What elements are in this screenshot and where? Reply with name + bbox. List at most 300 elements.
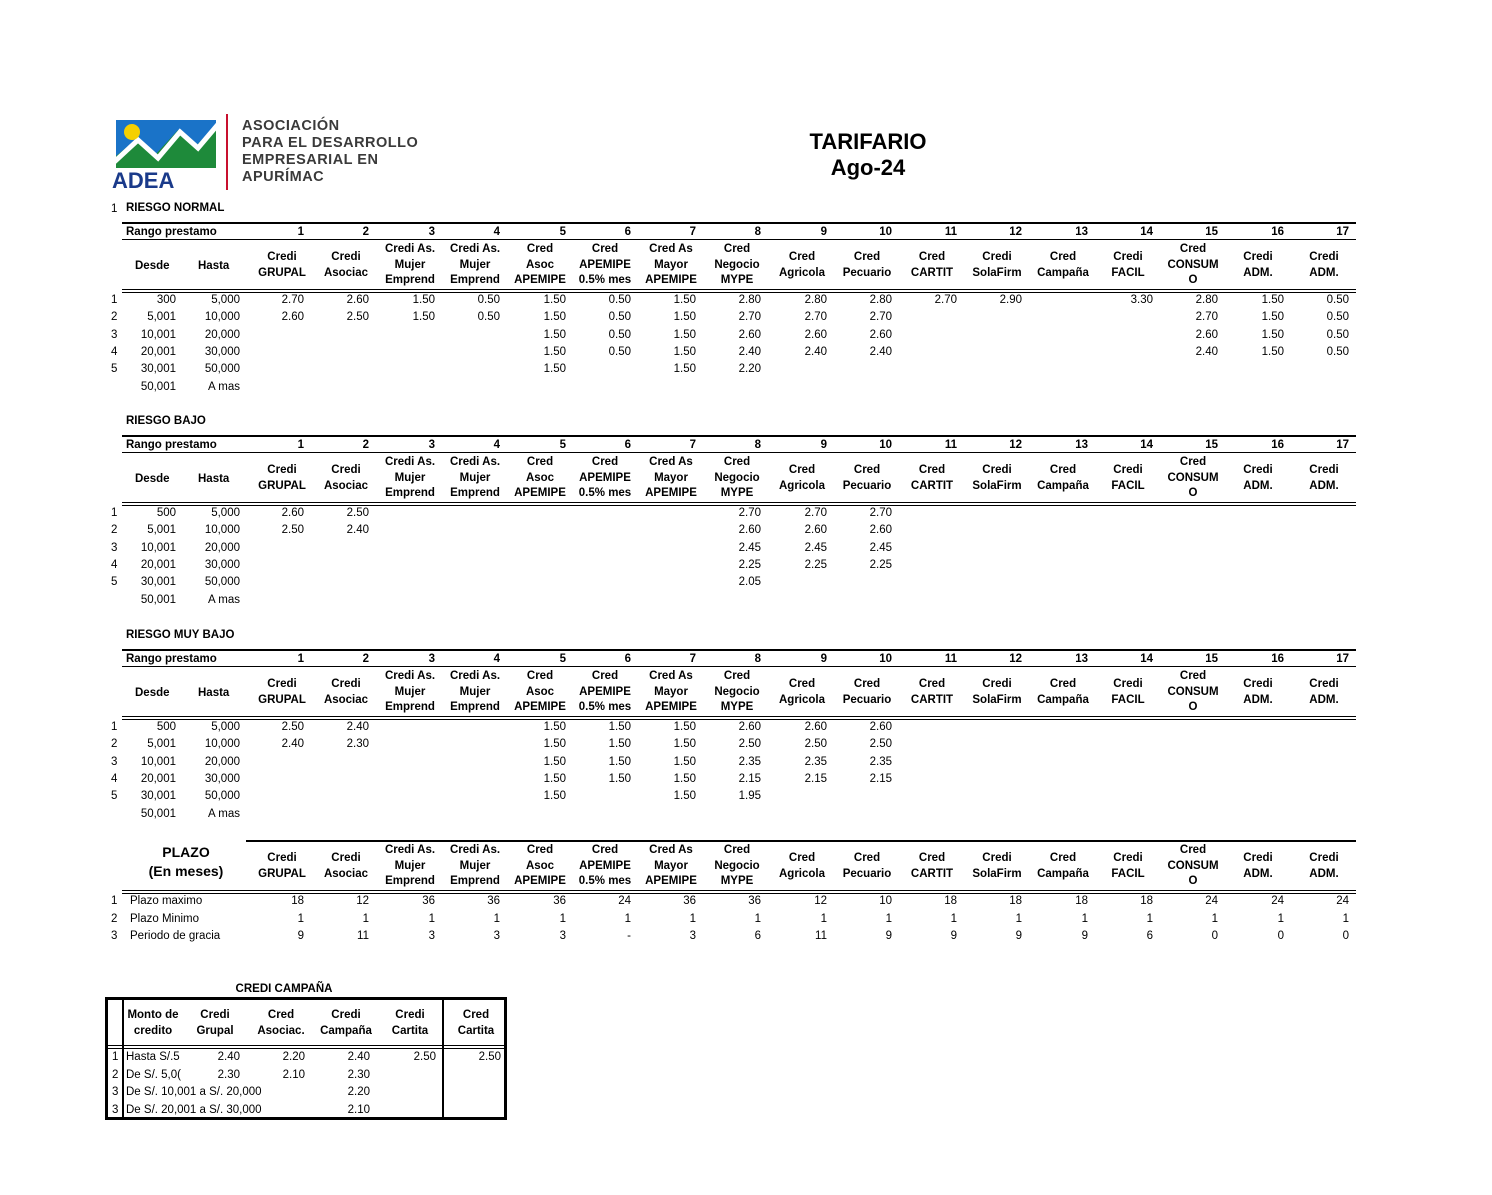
column-number: 1 bbox=[297, 653, 304, 665]
rate-cell: 2.35 bbox=[738, 755, 761, 768]
rate-cell: 0.50 bbox=[1326, 311, 1349, 324]
row-number: 2 bbox=[111, 311, 118, 324]
rate-cell: 2.45 bbox=[869, 541, 892, 554]
plazo-product-header: Credi ADM. bbox=[1243, 852, 1273, 880]
plazo-product-header: Cred Negocio MYPE bbox=[714, 844, 760, 888]
row-desde: 5,001 bbox=[147, 524, 176, 537]
column-number: 5 bbox=[559, 653, 566, 665]
desde-label: Desde bbox=[135, 473, 170, 485]
rate-cell: 1.50 bbox=[543, 345, 566, 358]
product-header: Cred Negocio MYPE bbox=[714, 670, 760, 714]
product-header: Cred CARTIT bbox=[910, 678, 954, 706]
column-number: 8 bbox=[754, 439, 761, 451]
row-desde: 500 bbox=[156, 721, 176, 733]
row-number: 2 bbox=[111, 524, 118, 537]
plazo-cell: 36 bbox=[487, 895, 500, 907]
plazo-subtitle: (En meses) bbox=[148, 863, 224, 879]
plazo-product-header: Credi GRUPAL bbox=[258, 852, 306, 880]
column-number: 1 bbox=[297, 439, 304, 451]
rate-cell: 2.60 bbox=[738, 721, 761, 733]
rate-cell: 1.50 bbox=[673, 294, 696, 306]
product-header: Cred Campaña bbox=[1037, 464, 1089, 492]
row-hasta: 10,000 bbox=[204, 311, 240, 324]
plazo-row-number: 1 bbox=[111, 895, 118, 907]
column-number: 17 bbox=[1336, 653, 1349, 665]
plazo-product-header: Cred Campaña bbox=[1037, 852, 1089, 880]
rate-cell: 1.50 bbox=[608, 755, 631, 768]
logo-line: APURÍMAC bbox=[242, 169, 325, 185]
product-header: Credi As. Mujer Emprend bbox=[449, 670, 501, 714]
rate-cell: 0.50 bbox=[608, 311, 631, 324]
header-double-rule bbox=[122, 289, 1356, 293]
rate-cell: 1.50 bbox=[1261, 345, 1284, 358]
row-hasta: 50,000 bbox=[204, 790, 240, 803]
product-header: Credi FACIL bbox=[1111, 464, 1145, 492]
plazo-cell: 1 bbox=[624, 912, 631, 925]
rate-cell: 2.60 bbox=[281, 507, 304, 519]
cc-rate-cell: 2.40 bbox=[347, 1051, 370, 1063]
rate-cell: 2.80 bbox=[1195, 294, 1218, 306]
column-number: 12 bbox=[1009, 439, 1022, 451]
plazo-product-header: Cred CARTIT bbox=[910, 852, 954, 880]
product-header: Credi ADM. bbox=[1309, 251, 1339, 279]
rate-cell: 0.50 bbox=[1326, 294, 1349, 306]
rate-cell: 1.50 bbox=[1261, 294, 1284, 306]
rate-cell: 1.50 bbox=[673, 363, 696, 376]
product-header: Cred APEMIPE 0.5% mes bbox=[578, 243, 632, 287]
plazo-cell: 12 bbox=[814, 895, 827, 907]
column-number: 6 bbox=[624, 653, 631, 665]
row-hasta: 30,000 bbox=[204, 558, 240, 571]
column-number: 4 bbox=[493, 439, 500, 451]
plazo-cell: 1 bbox=[1146, 912, 1153, 925]
cc-row-label: De S/. 5,0( bbox=[126, 1068, 181, 1081]
row-desde: 50,001 bbox=[140, 593, 176, 606]
credi-campana-title: CREDI CAMPAÑA bbox=[235, 983, 333, 995]
cc-header: Monto de credito bbox=[127, 1009, 179, 1037]
row-desde: 10,001 bbox=[140, 755, 176, 768]
product-header: Cred APEMIPE 0.5% mes bbox=[578, 670, 632, 714]
row-number: 3 bbox=[111, 755, 118, 768]
plazo-cell: 3 bbox=[428, 930, 435, 942]
rate-cell: 2.20 bbox=[738, 363, 761, 376]
rate-cell: 0.50 bbox=[477, 311, 500, 324]
rate-cell: 2.70 bbox=[804, 311, 827, 324]
rate-cell: 2.50 bbox=[738, 738, 761, 751]
product-header: Credi GRUPAL bbox=[258, 678, 306, 706]
product-header: Cred Negocio MYPE bbox=[714, 456, 760, 500]
header-rule bbox=[122, 666, 1356, 667]
rate-cell: 2.60 bbox=[869, 328, 892, 341]
rate-cell: 2.70 bbox=[869, 507, 892, 519]
column-number: 3 bbox=[428, 226, 435, 238]
rate-cell: 2.50 bbox=[804, 738, 827, 751]
product-header: Credi As. Mujer Emprend bbox=[384, 243, 436, 287]
row-desde: 300 bbox=[156, 294, 176, 306]
cc-header: Credi Campaña bbox=[320, 1009, 372, 1037]
product-header: Credi ADM. bbox=[1243, 464, 1273, 492]
column-number: 4 bbox=[493, 226, 500, 238]
column-number: 2 bbox=[362, 653, 369, 665]
header-rule bbox=[122, 452, 1356, 453]
rate-cell: 1.50 bbox=[543, 311, 566, 324]
row-number: 5 bbox=[111, 576, 118, 589]
row-hasta: 10,000 bbox=[204, 738, 240, 751]
section-title: RIESGO NORMAL bbox=[126, 202, 225, 214]
product-header: Credi Asociac bbox=[323, 464, 369, 492]
plazo-title: PLAZO bbox=[162, 844, 210, 860]
rate-cell: 2.40 bbox=[869, 345, 892, 358]
cc-row-number: 3 bbox=[112, 1104, 119, 1117]
rate-cell: 2.25 bbox=[738, 558, 761, 571]
table-top-rule bbox=[122, 649, 1356, 651]
plazo-product-header: Cred CONSUM O bbox=[1167, 844, 1219, 888]
plazo-row-number: 2 bbox=[111, 912, 118, 925]
rate-cell: 1.50 bbox=[543, 721, 566, 733]
plazo-cell: 18 bbox=[944, 895, 957, 907]
plazo-cell: 9 bbox=[950, 930, 957, 942]
plazo-row-label: Plazo maximo bbox=[130, 895, 203, 907]
row-desde: 20,001 bbox=[140, 345, 176, 358]
header-rule bbox=[122, 239, 1356, 240]
rate-cell: 0.50 bbox=[1326, 328, 1349, 341]
plazo-cell: 1 bbox=[1211, 912, 1218, 925]
rate-cell: 1.50 bbox=[543, 738, 566, 751]
product-header: Cred CONSUM O bbox=[1167, 243, 1219, 287]
plazo-product-header: Credi As. Mujer Emprend bbox=[384, 844, 436, 888]
plazo-cell: 36 bbox=[553, 895, 566, 907]
plazo-cell: 36 bbox=[683, 895, 696, 907]
page-title: TARIFARIO bbox=[809, 129, 927, 154]
hasta-label: Hasta bbox=[198, 687, 230, 699]
product-header: Credi SolaFirm bbox=[972, 678, 1022, 706]
product-header: Credi ADM. bbox=[1309, 464, 1339, 492]
logo-line: EMPRESARIAL EN bbox=[242, 152, 379, 168]
product-header: Credi Asociac bbox=[323, 251, 369, 279]
cc-rate-cell: 2.10 bbox=[347, 1104, 370, 1117]
column-number: 9 bbox=[820, 226, 827, 238]
rate-cell: 2.80 bbox=[869, 294, 892, 306]
logo-line: PARA EL DESARROLLO bbox=[242, 135, 419, 151]
rate-cell: 2.40 bbox=[281, 738, 304, 751]
plazo-row-number: 3 bbox=[111, 930, 118, 942]
cc-rate-cell: 2.20 bbox=[347, 1086, 370, 1099]
table-top-rule bbox=[122, 435, 1356, 437]
adea-logo-mark-icon bbox=[108, 112, 228, 192]
product-header: Credi As. Mujer Emprend bbox=[384, 670, 436, 714]
plazo-cell: 18 bbox=[1009, 895, 1022, 907]
rate-cell: 2.60 bbox=[804, 328, 827, 341]
product-header: Cred Campaña bbox=[1037, 678, 1089, 706]
rate-cell: 1.50 bbox=[673, 755, 696, 768]
rate-cell: 1.95 bbox=[738, 790, 761, 803]
plazo-cell: 1 bbox=[1015, 912, 1022, 925]
column-number: 16 bbox=[1271, 653, 1284, 665]
product-header: Cred CARTIT bbox=[910, 251, 954, 279]
column-number: 3 bbox=[428, 653, 435, 665]
product-header: Cred Campaña bbox=[1037, 251, 1089, 279]
rate-cell: 0.50 bbox=[1326, 345, 1349, 358]
row-desde: 50,001 bbox=[140, 380, 176, 393]
plazo-product-header: Cred Pecuario bbox=[842, 852, 892, 880]
plazo-cell: 12 bbox=[356, 895, 369, 907]
row-number: 5 bbox=[111, 790, 118, 803]
column-number: 17 bbox=[1336, 439, 1349, 451]
product-header: Cred Asoc APEMIPE bbox=[514, 670, 566, 714]
header-double-rule bbox=[122, 502, 1356, 506]
product-header: Cred Agricola bbox=[778, 464, 825, 492]
column-number: 7 bbox=[689, 439, 696, 451]
row-desde: 30,001 bbox=[140, 576, 176, 589]
rate-cell: 2.80 bbox=[738, 294, 761, 306]
rate-cell: 2.50 bbox=[281, 524, 304, 537]
row-number: 3 bbox=[111, 328, 118, 341]
row-number: 4 bbox=[111, 558, 118, 571]
column-number: 15 bbox=[1205, 439, 1218, 451]
plazo-cell: 3 bbox=[559, 930, 566, 942]
plazo-cell: 9 bbox=[1015, 930, 1022, 942]
plazo-product-header: Credi FACIL bbox=[1111, 852, 1145, 880]
product-header: Credi As. Mujer Emprend bbox=[449, 456, 501, 500]
row-hasta: 50,000 bbox=[204, 363, 240, 376]
column-number: 5 bbox=[559, 439, 566, 451]
product-header: Credi FACIL bbox=[1111, 678, 1145, 706]
plazo-cell: 1 bbox=[493, 912, 500, 925]
plazo-product-header: Credi ADM. bbox=[1309, 852, 1339, 880]
product-header: Cred Agricola bbox=[778, 678, 825, 706]
hasta-label: Hasta bbox=[198, 260, 230, 272]
rate-cell: 1.50 bbox=[673, 345, 696, 358]
product-header: Cred Asoc APEMIPE bbox=[514, 456, 566, 500]
page-subtitle: Ago-24 bbox=[830, 155, 906, 180]
plazo-product-header: Credi As. Mujer Emprend bbox=[449, 844, 501, 888]
rate-cell: 1.50 bbox=[673, 328, 696, 341]
plazo-product-header: Credi Asociac bbox=[323, 852, 369, 880]
rate-cell: 1.50 bbox=[1261, 311, 1284, 324]
column-number: 9 bbox=[820, 439, 827, 451]
column-number: 1 bbox=[297, 226, 304, 238]
cc-row-number: 3 bbox=[112, 1086, 119, 1099]
rate-cell: 1.50 bbox=[673, 772, 696, 785]
cc-row-label: Hasta S/.5 bbox=[126, 1051, 180, 1063]
plazo-product-header: Cred Asoc APEMIPE bbox=[514, 844, 566, 888]
row-number: 1 bbox=[111, 294, 118, 306]
product-header: Cred As Mayor APEMIPE bbox=[645, 670, 697, 714]
rate-cell: 1.50 bbox=[543, 363, 566, 376]
section-title: RIESGO BAJO bbox=[126, 415, 206, 427]
column-number: 6 bbox=[624, 439, 631, 451]
rate-cell: 1.50 bbox=[543, 294, 566, 306]
rate-cell: 1.50 bbox=[608, 772, 631, 785]
rate-cell: 2.40 bbox=[346, 721, 369, 733]
product-header: Cred Pecuario bbox=[842, 251, 892, 279]
product-header: Cred Pecuario bbox=[842, 464, 892, 492]
plazo-cell: 0 bbox=[1277, 930, 1284, 942]
cc-row-number: 2 bbox=[112, 1068, 119, 1081]
plazo-cell: 9 bbox=[885, 930, 892, 942]
plazo-cell: 18 bbox=[1140, 895, 1153, 907]
plazo-product-header: Cred Agricola bbox=[778, 852, 825, 880]
row-number: 2 bbox=[111, 738, 118, 751]
product-header: Credi Asociac bbox=[323, 678, 369, 706]
rate-cell: 1.50 bbox=[543, 790, 566, 803]
cc-row-label: De S/. 20,001 a S/. 30,000 bbox=[126, 1104, 262, 1117]
row-desde: 5,001 bbox=[147, 311, 176, 324]
rate-cell: 2.70 bbox=[1195, 311, 1218, 324]
product-header: Cred Pecuario bbox=[842, 678, 892, 706]
column-number: 16 bbox=[1271, 226, 1284, 238]
plazo-cell: 1 bbox=[689, 912, 696, 925]
column-number: 13 bbox=[1075, 439, 1088, 451]
rate-cell: 2.05 bbox=[738, 576, 761, 589]
plazo-cell: 1 bbox=[428, 912, 435, 925]
rate-cell: 1.50 bbox=[412, 294, 435, 306]
hasta-label: Hasta bbox=[198, 473, 230, 485]
cc-header: Credi Cartita bbox=[391, 1009, 429, 1037]
column-number: 14 bbox=[1140, 653, 1153, 665]
cc-header: Cred Cartita bbox=[457, 1009, 495, 1037]
row-desde: 10,001 bbox=[140, 328, 176, 341]
column-number: 10 bbox=[879, 439, 892, 451]
cc-row-label: De S/. 10,001 a S/. 20,000 bbox=[126, 1086, 262, 1099]
product-header: Credi FACIL bbox=[1111, 251, 1145, 279]
product-header: Credi ADM. bbox=[1243, 678, 1273, 706]
section-number: 1 bbox=[111, 203, 118, 215]
desde-label: Desde bbox=[135, 260, 170, 272]
plazo-cell: 6 bbox=[1146, 930, 1153, 942]
row-hasta: 30,000 bbox=[204, 345, 240, 358]
row-number: 3 bbox=[111, 541, 118, 554]
rate-cell: 2.35 bbox=[804, 755, 827, 768]
product-header: Credi SolaFirm bbox=[972, 464, 1022, 492]
rate-cell: 1.50 bbox=[673, 721, 696, 733]
column-number: 15 bbox=[1205, 653, 1218, 665]
rate-cell: 2.70 bbox=[281, 294, 304, 306]
column-number: 10 bbox=[879, 226, 892, 238]
plazo-cell: 1 bbox=[1342, 912, 1349, 925]
rate-cell: 1.50 bbox=[673, 790, 696, 803]
rate-cell: 3.30 bbox=[1130, 294, 1153, 306]
rate-cell: 2.70 bbox=[738, 507, 761, 519]
product-header: Cred Negocio MYPE bbox=[714, 243, 760, 287]
row-hasta: 5,000 bbox=[211, 507, 240, 519]
section-title: RIESGO MUY BAJO bbox=[126, 629, 235, 641]
rate-cell: 2.60 bbox=[804, 721, 827, 733]
plazo-cell: 18 bbox=[1075, 895, 1088, 907]
rate-cell: 1.50 bbox=[1261, 328, 1284, 341]
rango-label: Rango prestamo bbox=[126, 226, 217, 238]
rate-cell: 1.50 bbox=[543, 328, 566, 341]
cc-row-number: 1 bbox=[112, 1051, 119, 1063]
plazo-cell: 3 bbox=[493, 930, 500, 942]
column-number: 8 bbox=[754, 226, 761, 238]
column-number: 11 bbox=[944, 653, 957, 665]
rate-cell: 2.60 bbox=[869, 524, 892, 537]
row-desde: 30,001 bbox=[140, 790, 176, 803]
row-hasta: A mas bbox=[208, 593, 240, 606]
plazo-cell: 1 bbox=[1277, 912, 1284, 925]
plazo-cell: 10 bbox=[879, 895, 892, 907]
row-desde: 20,001 bbox=[140, 772, 176, 785]
column-number: 15 bbox=[1205, 226, 1218, 238]
plazo-cell: 18 bbox=[291, 895, 304, 907]
column-number: 3 bbox=[428, 439, 435, 451]
row-desde: 500 bbox=[156, 507, 176, 519]
product-header: Cred CONSUM O bbox=[1167, 670, 1219, 714]
rate-cell: 1.50 bbox=[412, 311, 435, 324]
rate-cell: 2.45 bbox=[738, 541, 761, 554]
row-desde: 30,001 bbox=[140, 363, 176, 376]
plazo-cell: 1 bbox=[820, 912, 827, 925]
rate-cell: 2.40 bbox=[804, 345, 827, 358]
rate-cell: 2.45 bbox=[804, 541, 827, 554]
rate-cell: 2.25 bbox=[869, 558, 892, 571]
row-desde: 10,001 bbox=[140, 541, 176, 554]
product-header: Credi As. Mujer Emprend bbox=[449, 243, 501, 287]
column-number: 6 bbox=[624, 226, 631, 238]
plazo-cell: - bbox=[627, 930, 631, 942]
row-number: 1 bbox=[111, 721, 118, 733]
cc-rate-cell: 2.30 bbox=[217, 1068, 240, 1081]
rate-cell: 0.50 bbox=[477, 294, 500, 306]
column-number: 5 bbox=[559, 226, 566, 238]
plazo-cell: 1 bbox=[754, 912, 761, 925]
desde-label: Desde bbox=[135, 687, 170, 699]
column-number: 2 bbox=[362, 226, 369, 238]
column-number: 2 bbox=[362, 439, 369, 451]
plazo-row-label: Periodo de gracia bbox=[130, 930, 221, 942]
row-number: 1 bbox=[111, 507, 118, 519]
rate-cell: 2.50 bbox=[346, 507, 369, 519]
rango-label: Rango prestamo bbox=[126, 439, 217, 451]
plazo-cell: 24 bbox=[1205, 895, 1218, 907]
row-number: 5 bbox=[111, 363, 118, 376]
logo-line: ASOCIACIÓN bbox=[242, 118, 340, 134]
cc-rate-cell: 2.50 bbox=[478, 1051, 501, 1063]
product-header: Credi GRUPAL bbox=[258, 251, 306, 279]
rate-cell: 1.50 bbox=[543, 755, 566, 768]
rate-cell: 2.30 bbox=[346, 738, 369, 751]
plazo-cell: 24 bbox=[618, 895, 631, 907]
product-header: Credi ADM. bbox=[1243, 251, 1273, 279]
cc-rate-cell: 2.20 bbox=[282, 1051, 305, 1063]
rate-cell: 2.60 bbox=[804, 524, 827, 537]
rate-cell: 2.40 bbox=[346, 524, 369, 537]
rate-cell: 2.80 bbox=[804, 294, 827, 306]
rate-cell: 0.50 bbox=[608, 328, 631, 341]
column-number: 10 bbox=[879, 653, 892, 665]
plazo-cell: 1 bbox=[559, 912, 566, 925]
rate-cell: 2.60 bbox=[738, 524, 761, 537]
plazo-product-header: Credi SolaFirm bbox=[972, 852, 1022, 880]
row-hasta: A mas bbox=[208, 807, 240, 820]
rate-cell: 2.25 bbox=[804, 558, 827, 571]
rate-cell: 2.15 bbox=[869, 772, 892, 785]
cc-header: Cred Asociac. bbox=[257, 1009, 305, 1037]
plazo-cell: 0 bbox=[1342, 930, 1349, 942]
row-hasta: 20,000 bbox=[204, 755, 240, 768]
rate-cell: 2.70 bbox=[738, 311, 761, 324]
plazo-cell: 1 bbox=[362, 912, 369, 925]
rate-cell: 2.50 bbox=[869, 738, 892, 751]
column-number: 17 bbox=[1336, 226, 1349, 238]
plazo-top-rule bbox=[246, 840, 1356, 842]
product-header: Cred CARTIT bbox=[910, 464, 954, 492]
column-number: 13 bbox=[1075, 226, 1088, 238]
rate-cell: 1.50 bbox=[608, 738, 631, 751]
row-hasta: A mas bbox=[208, 380, 240, 393]
credi-campana-table bbox=[105, 997, 507, 1120]
